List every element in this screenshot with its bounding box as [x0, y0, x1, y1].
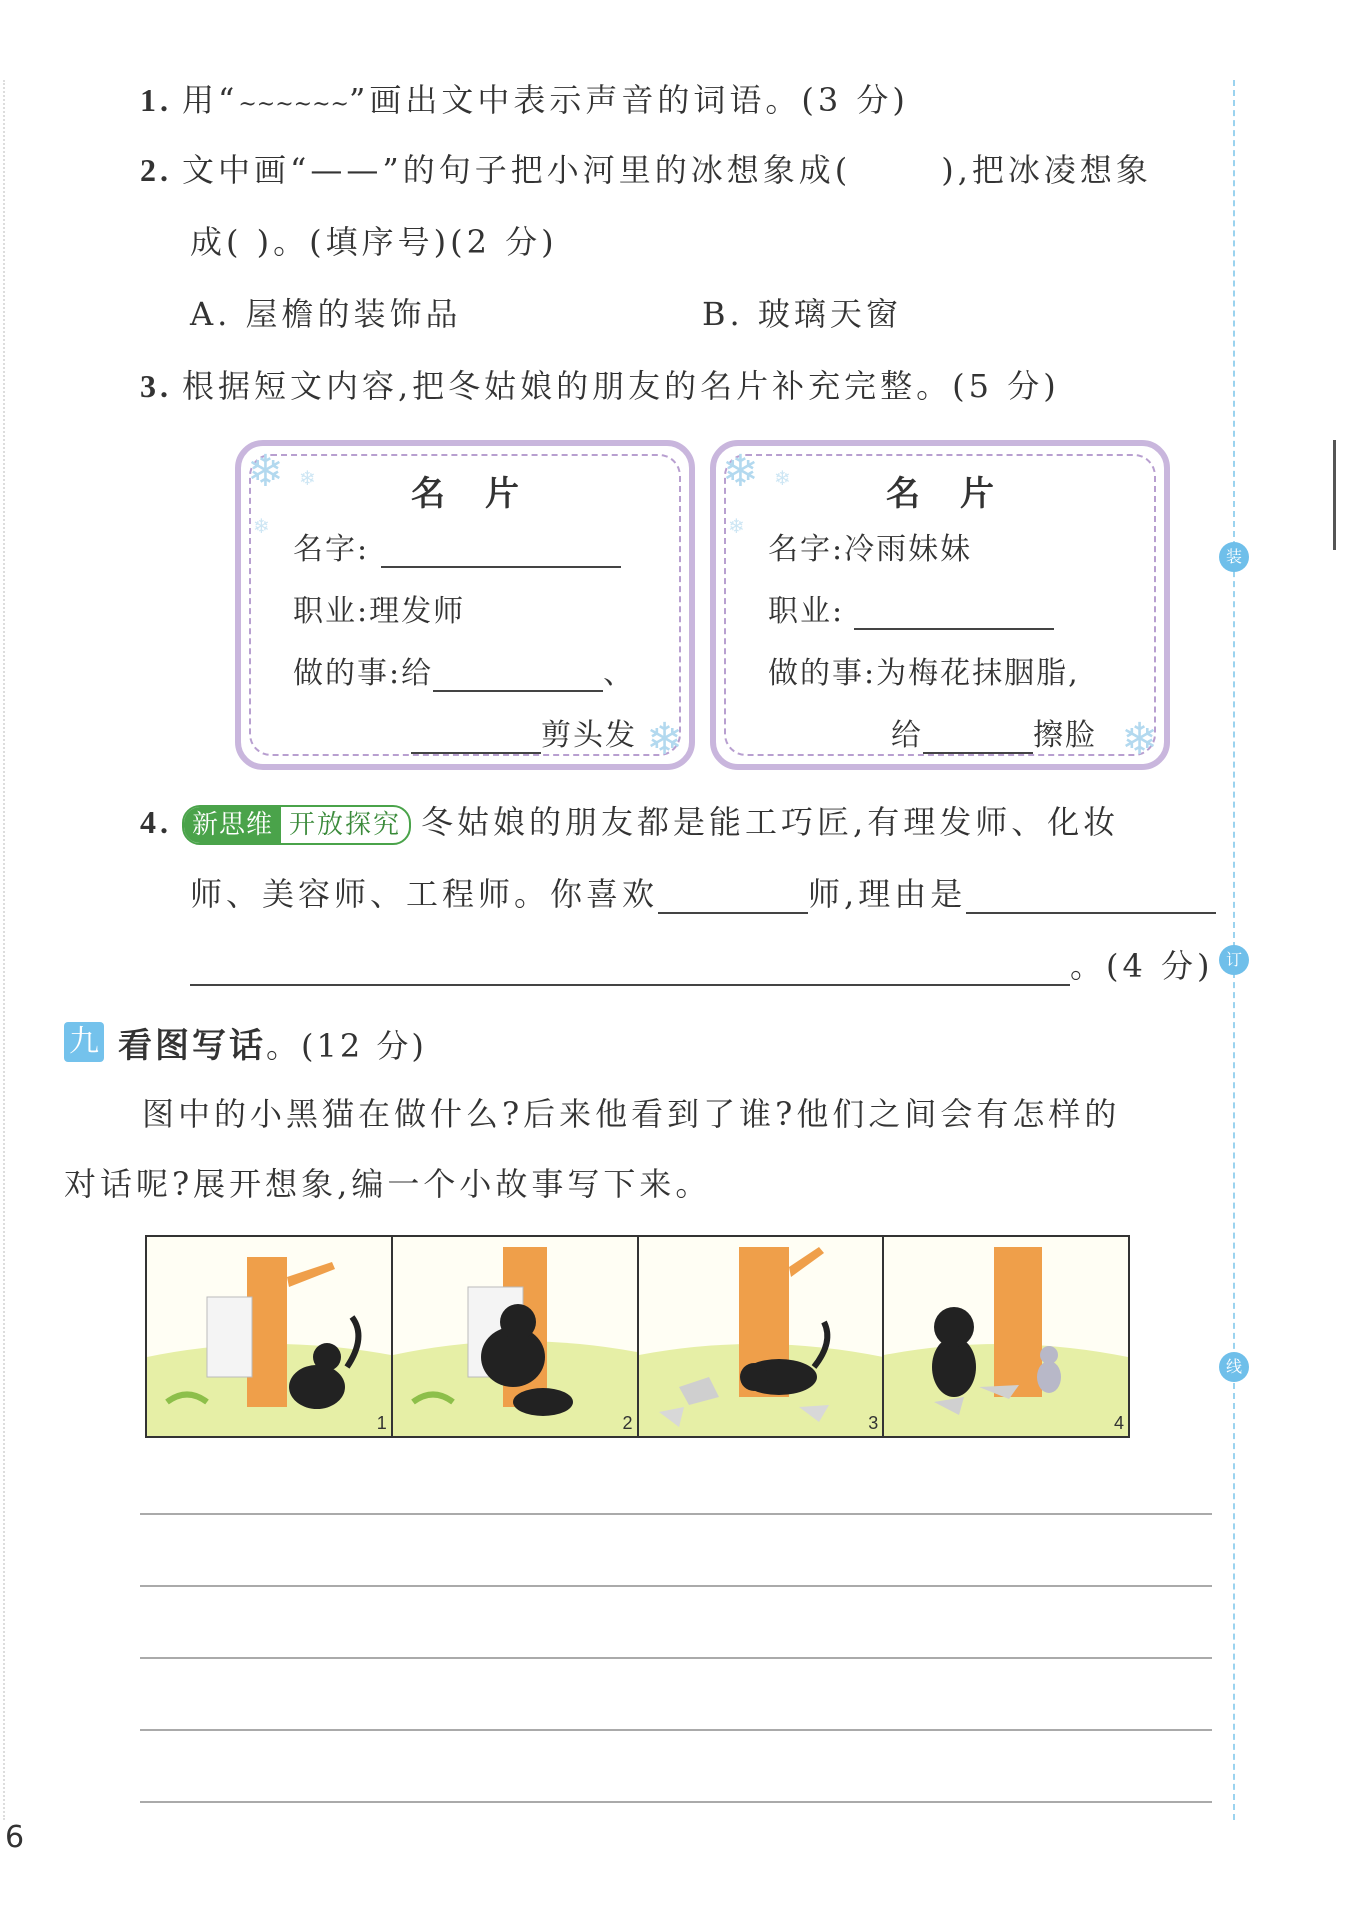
- page-number: 6: [5, 1820, 25, 1855]
- option-a: A. 屋檐的装饰品: [190, 295, 462, 333]
- card-deed-row: [293, 648, 635, 692]
- question-2: [140, 150, 1152, 190]
- panel-number: 1: [376, 1413, 387, 1433]
- snowflake-icon: ❄: [247, 446, 284, 497]
- badge-main: 新思维: [184, 807, 281, 843]
- writing-line[interactable]: [140, 1585, 1212, 1587]
- section-title: [118, 1018, 427, 1067]
- card-title: 名片: [886, 474, 1034, 514]
- deed-blank[interactable]: [923, 752, 1033, 754]
- question-4: [140, 802, 1119, 845]
- question-text: 冬姑娘的朋友都是能工巧匠,有理发师、化妆: [421, 803, 1120, 841]
- deed-blank-2[interactable]: [411, 752, 541, 754]
- question-text: 文中画“——”的句子把小河里的冰想象成(: [182, 151, 852, 189]
- comic-panel-3: [639, 1237, 885, 1436]
- panel-number: 3: [868, 1413, 879, 1433]
- answer-blank-reason-2[interactable]: [190, 984, 1070, 986]
- card-job-row: [768, 586, 1054, 630]
- question-1: [140, 80, 909, 125]
- question-text: 师,理由是: [808, 875, 967, 913]
- job-label: 职业:: [768, 594, 845, 629]
- deed-text: 为梅花抹胭脂,: [876, 656, 1080, 691]
- section-prompt-line1: 图中的小黑猫在做什么?后来他看到了谁?他们之间会有怎样的: [142, 1095, 1121, 1133]
- writing-line[interactable]: [140, 1729, 1212, 1731]
- deed-end: 擦脸: [1033, 718, 1097, 753]
- snowflake-icon: ❄: [1121, 714, 1158, 765]
- deed-separator: 、: [603, 656, 636, 691]
- question-number: 2.: [140, 152, 172, 188]
- question-number: 4.: [140, 804, 172, 840]
- name-label: 名字:: [293, 532, 370, 567]
- question-4-line2: [190, 874, 1216, 914]
- binding-dot-2: 订: [1219, 945, 1249, 975]
- comic-strip: [145, 1235, 1130, 1438]
- binding-dot-1: 装: [1219, 542, 1249, 572]
- snowflake-icon: ❄: [299, 466, 316, 490]
- deed-label: 做的事:: [768, 656, 877, 691]
- question-text: 。(4 分): [1070, 947, 1214, 985]
- writing-line[interactable]: [140, 1657, 1212, 1659]
- card-deed-row: [768, 648, 1080, 692]
- job-label: 职业:: [293, 594, 370, 629]
- card-name-row: [293, 524, 621, 568]
- business-card-2: [710, 440, 1170, 770]
- panel-number: 4: [1113, 1413, 1124, 1433]
- question-number: 1.: [140, 82, 172, 118]
- snowflake-icon: ❄: [646, 714, 683, 765]
- deed-end: 剪头发: [541, 718, 637, 753]
- snowflake-icon: ❄: [728, 514, 745, 538]
- writing-line[interactable]: [140, 1513, 1212, 1515]
- card-job-row: [293, 586, 465, 630]
- job-blank[interactable]: [854, 628, 1054, 630]
- binding-dot-3: 线: [1219, 1352, 1249, 1382]
- question-2-line2: 成( )。(填序号)(2 分): [190, 223, 558, 261]
- page-edge-mark: [1333, 440, 1336, 550]
- card-deed-row-2: [891, 710, 1097, 754]
- wave-underline-sample: ~~~~~~: [238, 92, 349, 117]
- job-value: 理发师: [369, 594, 466, 629]
- question-text: 师、美容师、工程师。你喜欢: [190, 875, 659, 913]
- name-blank[interactable]: [381, 566, 621, 568]
- deed-give: 给: [401, 656, 434, 691]
- comic-illustration: [884, 1237, 1128, 1436]
- question-text: 用“: [182, 81, 239, 119]
- question-number: 3.: [140, 368, 172, 404]
- snowflake-icon: ❄: [774, 466, 791, 490]
- badge-sub: 开放探究: [289, 809, 402, 840]
- option-b: B. 玻璃天窗: [702, 295, 902, 333]
- panel-number: 2: [622, 1413, 633, 1433]
- question-3: [140, 366, 1060, 406]
- snowflake-icon: ❄: [253, 514, 270, 538]
- comic-illustration: [639, 1237, 883, 1436]
- comic-illustration: [393, 1237, 637, 1436]
- business-card-1: [235, 440, 695, 770]
- snowflake-icon: ❄: [722, 446, 759, 497]
- deed-give: 给: [891, 718, 923, 753]
- writing-line[interactable]: [140, 1801, 1212, 1803]
- section-points: 。(12 分): [266, 1027, 427, 1065]
- section-number-icon: 九: [64, 1022, 104, 1062]
- question-text: ),把冰凌想象: [941, 151, 1152, 189]
- comic-panel-4: [884, 1237, 1128, 1436]
- deed-blank-1[interactable]: [433, 690, 603, 692]
- card-deed-row-2: [411, 710, 637, 754]
- name-value: 冷雨妹妹: [844, 532, 973, 567]
- name-label: 名字:: [768, 532, 845, 567]
- question-text: ”画出文中表示声音的词语。(3 分): [348, 81, 909, 119]
- comic-illustration: [147, 1237, 391, 1436]
- left-margin-dots: [3, 80, 5, 1820]
- section-prompt-line2: 对话呢?展开想象,编一个小故事写下来。: [64, 1165, 712, 1203]
- deed-label: 做的事:: [293, 656, 402, 691]
- question-4-line3: [190, 946, 1214, 986]
- card-title: 名片: [411, 474, 559, 514]
- card-name-row: [768, 524, 972, 568]
- answer-blank-reason[interactable]: [966, 912, 1216, 914]
- question-text: 根据短文内容,把冬姑娘的朋友的名片补充完整。(5 分): [182, 367, 1060, 405]
- comic-panel-1: [147, 1237, 393, 1436]
- answer-blank-profession[interactable]: [658, 912, 808, 914]
- section-title-text: 看图写话: [118, 1026, 266, 1066]
- new-thinking-badge: [182, 805, 411, 845]
- comic-panel-2: [393, 1237, 639, 1436]
